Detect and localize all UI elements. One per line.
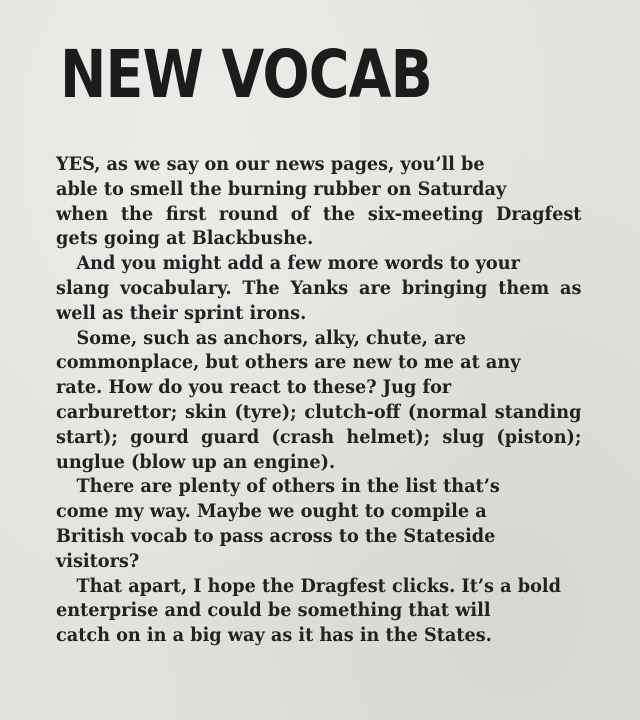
body-line: British vocab to pass across to the Stateside (56, 524, 496, 547)
body-line: well as their sprint irons. (56, 301, 307, 324)
body-line: when the first round of the six-meeting Dragfest (56, 202, 582, 225)
body-line: able to smell the burning rubber on Saturday (56, 177, 507, 200)
body-line: commonplace, but others are new to me at any (56, 351, 521, 374)
body-line: visitors? (56, 549, 140, 572)
body-line: gets going at Blackbushe. (56, 227, 314, 250)
body-line: rate. How do you react to these? Jug for (56, 376, 452, 399)
article-body (56, 152, 582, 648)
body-line: come my way. Maybe we ought to compile a (56, 500, 487, 523)
body-line: enterprise and could be something that will (56, 599, 491, 622)
body-line: unglue (blow up an engine). (56, 450, 336, 473)
body-line: catch on in a big way as it has in the States. (56, 624, 492, 647)
body-line: slang vocabulary. The Yanks are bringing them as (56, 276, 582, 299)
body-line: start); gourd guard (crash helmet); slug (piston); (56, 425, 582, 448)
body-line: carburettor; skin (tyre); clutch-off (normal standing (56, 400, 582, 423)
headline: NEW VOCAB (60, 36, 433, 113)
body-line: There are plenty of others in the list that’s (76, 475, 500, 498)
body-line: Some, such as anchors, alky, chute, are (76, 326, 467, 349)
body-line: YES, as we say on our news pages, you’ll be (56, 153, 485, 175)
body-line: And you might add a few more words to your (76, 252, 520, 275)
body-line: That apart, I hope the Dragfest clicks. It’s a bold (76, 574, 561, 597)
